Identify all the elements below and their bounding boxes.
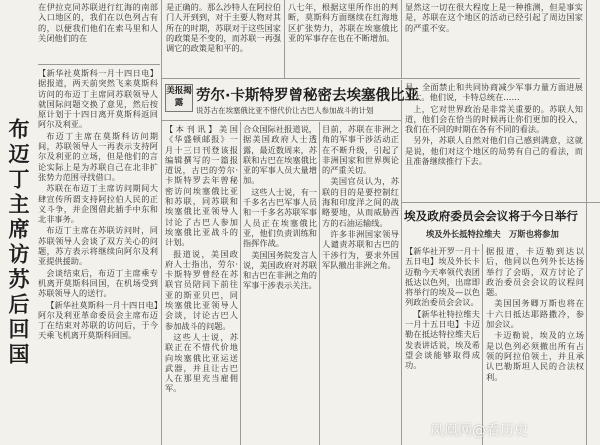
article-tag: 美报揭露: [165, 84, 193, 112]
paragraph: 美国国务卿万斯也将在十六日抵达耶路撒冷，参加会议。: [486, 298, 584, 330]
paragraph: 美国官员认为，苏联的目的是要控制红海和印度洋之间的战略要地，从而威胁西方的石油运输线。: [322, 176, 399, 228]
paragraph: 布迈丁主席在莫斯科访问期间，苏联领导人一再表示支持阿尔及利亚的立场，但是他们的言论实际上是为苏联自己在北非扩张势力范围寻找借口。: [38, 130, 158, 182]
center-col-b: [243, 124, 317, 445]
paragraph: 这些人士说，有一千多名古巴军事人员和一千多名苏联军事人员正在埃塞俄比亚，他们负责训练和指挥作战。: [243, 186, 317, 249]
paragraph: 卡迈勒说，埃及的立场是以色列必须撤出所有占领的阿拉伯领土，并且承认巴勒斯坦人民的合法权利。: [486, 330, 584, 382]
article-title-vertical: 布迈丁主席访苏后回国: [6, 117, 30, 368]
center-subhead: 说苏古在埃塞俄比亚不惜代价让古巴人参加战斗的计划: [196, 106, 374, 115]
center-col-a: [165, 124, 238, 445]
center-col-c: [322, 124, 399, 445]
top-center-col-2: [288, 2, 398, 76]
left-top-paragraph: 在伊拉克同苏联进行红海的南部入口地区的，我们在以色列占有的，以便我们他们在索马里和人关闭他们的在: [38, 2, 158, 43]
paragraph: 【新华社特拉维夫一月十五日电】卡迈勒在抵达特拉维夫后发表讲话说，埃及希望会谈能够取得成功。: [405, 308, 480, 371]
right-headline: 埃及政府委员会会议将于今日举行: [404, 209, 578, 223]
right-article-rule: [402, 202, 600, 203]
center-column-divider-1: [284, 0, 285, 78]
paragraph: 美国国务院发言人说，美国政府对苏联和古巴在非洲之角的军事干涉表示关注。: [243, 249, 317, 291]
headline-rule-bottom: [162, 120, 402, 121]
center-inner-divider-2: [319, 122, 320, 445]
paragraph: 许多非洲国家领导人谴责苏联和古巴的干涉行为，要求外国军队撤出非洲之角。: [322, 228, 399, 270]
left-top-text: [38, 2, 158, 62]
paragraph: 目前，苏联在非洲之角的军事干涉活动正在不断升级，引起了非洲国家和世界舆论的严重关切。: [322, 124, 399, 176]
right-subhead: 埃及外长抵特拉维夫 万斯也将参加: [426, 229, 559, 239]
right-top-col: [405, 82, 583, 200]
paragraph: 是正确的。那么沙特人在阿拉伯门人开到到，对于主要人物对其所在的时期，苏联对于这些国家的政策是不变的，而苏联一再强调它的政策是和平的。: [166, 2, 281, 54]
paragraph: 合众国际社报道说，据美国政府人士透露，最近数周来，苏联和古巴在埃塞俄比亚的军事人员大量增加。: [243, 124, 317, 186]
paragraph: 这些人士说，苏联正在不惜代价地向埃塞俄比亚运送武器，并且让古巴人在那里充当雇佣军。: [165, 331, 238, 394]
paragraph: 据报道，卡迈勒到达以后，他同以色列外长达扬举行了会晤，双方讨论了政治委员会会议的议程问题。: [486, 246, 584, 298]
center-headline: 劳尔·卡斯特罗曾秘密去埃塞俄比亚: [196, 88, 420, 104]
watermark: 凤凰网@看历史: [430, 423, 528, 439]
paragraph: 报道说，美国政府人士指出，劳尔·卡斯特罗曾经在苏联官员陪同下前往亚的斯亚贝巴，同埃塞俄比亚领导人会谈，讨论古巴人参加战斗的问题。: [165, 248, 238, 331]
top-divider: [38, 64, 160, 65]
left-article-body: [38, 68, 158, 445]
top-center-col-3: [405, 2, 583, 76]
center-column-divider-2: [401, 0, 402, 78]
far-right-divider: [586, 0, 587, 445]
top-center-col-1: [166, 2, 281, 76]
paragraph: 苏联在布迈丁主席访问期间大肆宣传所谓支持阿拉伯人民的正义斗争，并企图借此插手中东和北非事务。: [38, 183, 158, 225]
paragraph: 易、全面禁止和共同协商减少军事力量方面进展不大。他们说，卡特总统在……: [405, 82, 583, 103]
paragraph: 会谈结束后，布迈丁主席乘专机离开莫斯科回国，在机场受到苏联领导人的送行。: [38, 267, 158, 299]
paragraph: 【新华社莫斯科一月十四日电】据报道，两天前突然飞来莫斯科访问的布迈丁主席同苏联领导人就国际问题交换了意见，然后按原计划于十四日离开莫斯科返回阿尔及利亚。: [38, 68, 158, 130]
center-inner-divider-1: [240, 122, 241, 445]
right-col-1: [405, 246, 480, 445]
left-article-divider: [161, 0, 162, 445]
paragraph: 【本刊讯】美国《华盛顿邮报》一月十三日刊登该报编辑撰写的一篇报道说，古巴的劳尔·卡斯特罗去年曾秘密访问埃塞俄比亚和苏联，同苏联和埃塞俄比亚领导人讨论了古巴人参加埃塞俄比亚战斗的计划。: [165, 124, 238, 248]
paragraph: 布迈丁主席在苏联访问时，同苏联领导人会谈了双方关心的问题，苏方表示将继续向阿尔及利亚提供援助。: [38, 225, 158, 267]
paragraph: 八七年，根据这里所作出的判断，莫斯科方面继续在红海地区扩张势力，苏联在埃塞俄比亚的军事存在也在不断增加。: [288, 2, 398, 43]
paragraph: 【新华社莫斯科一月十四日电】阿尔及利亚革命委员会主席布迈丁在结束对苏联的访问后，于今天乘飞机离开莫斯科回国。: [38, 299, 158, 341]
paragraph: 另外，苏联人自然对他们自己感到满意，这就是说，他们对这个地区的局势有自己的看法，而且准备继续推行下去。: [405, 135, 583, 167]
headline-rule-top: [162, 78, 580, 79]
right-inner-divider: [482, 244, 483, 445]
paragraph: 【新华社开罗一月十五日电】埃及外长卡迈勒今天率领代表团抵达以色列，出席即将举行的埃及—以色列政治委员会会议。: [405, 246, 480, 308]
right-article-divider: [401, 80, 402, 445]
paragraph: 上，它对世界政治是非常关重要的。苏联人知道，他们会在恰当的时候再让你们更加的投入，我们在不同的时期在各有不同的看法。: [405, 103, 583, 135]
paragraph: 显然这一切在很大程度上是一种推测，但是事实是，苏联在这个地区的活动已经引起了周边国家的严重不安。: [405, 2, 583, 33]
right-col-2: [486, 246, 584, 445]
